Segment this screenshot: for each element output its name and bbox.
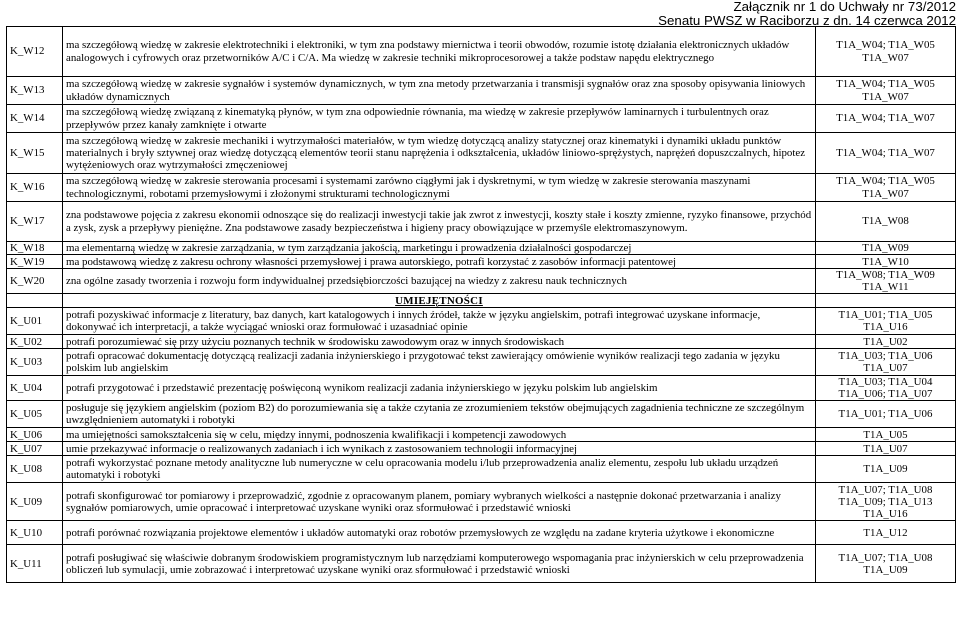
outcome-reference [816,242,956,255]
outcome-code: K_U02 [7,335,63,349]
reference-line: T1A_U02 [863,335,908,348]
outcome-reference [816,456,956,483]
outcome-description: potrafi porównać rozwiązania projektowe elementów i układów automatyki oraz robotów przemysłowych ze względu na zadane kryteria użytkowe i ekonomiczne [63,521,816,545]
outcome-code: K_U11 [7,545,63,583]
outcome-description: potrafi opracować dokumentację dotyczącą realizacji zadania inżynierskiego i przygotować tekst zawierający omówienie wyników realizacji tego zadania w języku polskim lub angielskim [63,349,816,376]
outcome-description: ma szczegółową wiedzę w zakresie elektrotechniki i elektroniki, w tym zna podstawy miernictwa i teorii obwodów, rozumie istotę działania elektronicznych układów analogowych i cyfrowych oraz przetworników A/C i C/A. Ma wiedzę w zakresie techniki mikroprocesorowej a także podstaw napędu elektrycznego [63,27,816,77]
table-row [7,483,956,521]
reference-line: T1A_U03; T1A_U04 [838,376,933,389]
outcome-reference [816,483,956,521]
outcome-code: K_U08 [7,456,63,483]
outcome-code: K_W15 [7,133,63,174]
outcome-code: K_U07 [7,442,63,456]
table-row [7,349,956,376]
outcome-description: zna podstawowe pojęcia z zakresu ekonomii odnoszące się do realizacji inwestycji takie jak zwrot z inwestycji, koszty stałe i koszty zmienne, ryzyko finansowe, przychód a zysk, zysk a przepływy pieniężne. Zna podstawowe zasady bezpieczeństwa i higieny pracy obowiązujące w przemyśle elektromaszynowym. [63,202,816,242]
outcome-code: K_W20 [7,269,63,294]
outcome-description: potrafi posługiwać się właściwie dobranym środowiskiem programistycznym lub narzędziami komputerowego wspomagania prac inżynierskich w celu przeprowadzenia obliczeń lub symulacji, umie zobrazować i interpretować uzyskane wyniki oraz sformułować i przedstawić wnioski [63,545,816,583]
table-row [7,521,956,545]
reference-line: T1A_U07; T1A_U08 [838,483,933,496]
outcome-reference [816,545,956,583]
outcome-reference [816,521,956,545]
outcome-reference [816,133,956,174]
outcome-reference [816,335,956,349]
outcome-description: umie przekazywać informacje o realizowanych zadaniach i ich wynikach z zastosowaniem technologii informacyjnej [63,442,816,456]
outcome-reference [816,442,956,456]
reference-line: T1A_U01; T1A_U05 [838,309,933,322]
outcome-description: potrafi skonfigurować tor pomiarowy i przeprowadzić, zgodnie z opracowanym planem, pomiary wybranych wielkości a następnie dokonać przetwarzania i analizy sygnałów pomiarowych, umie opracować i interpretować uzyskane wyniki oraz sformułować i przedstawić wnioski [63,483,816,521]
reference-line: T1A_W04; T1A_W07 [836,146,935,159]
reference-line: T1A_U12 [863,526,908,539]
table-row [7,77,956,105]
outcome-reference [816,202,956,242]
outcome-description: ma szczegółową wiedzę związaną z kinematyką płynów, w tym zna odpowiednie równania, ma wiedzę w zakresie przepływów laminarnych i turbulentnych oraz przepływów przez kanały zamknięte i otwarte [63,105,816,133]
outcome-description: ma umiejętności samokształcenia się w celu, między innymi, podnoszenia kwalifikacji i kompetencji zawodowych [63,428,816,442]
reference-line: T1A_W08 [862,215,909,228]
outcome-code: K_U03 [7,349,63,376]
outcome-description: posługuje się językiem angielskim (poziom B2) do porozumiewania się a także czytania ze zrozumieniem tekstów obejmujących zagadnienia techniczne ze szczególnym uwzględnieniem automatyki i robotyki [63,401,816,428]
outcome-description: potrafi przygotować i przedstawić prezentację poświęconą wynikom realizacji zadania inżynierskiego w języku polskim lub angielskim [63,376,816,401]
reference-line: T1A_U09 [863,463,908,476]
table-row [7,269,956,294]
reference-line: T1A_W04; T1A_W05 [836,78,935,91]
table-row [7,545,956,583]
table-row [7,401,956,428]
learning-outcomes-table [6,26,956,583]
outcome-description: zna ogólne zasady tworzenia i rozwoju form indywidualnej przedsiębiorczości bazującej na wiedzy z zakresu nauk technicznych [63,269,816,294]
outcome-reference [816,77,956,105]
outcome-code: K_U09 [7,483,63,521]
outcome-description: ma szczegółową wiedzę w zakresie sterowania procesami i systemami zarówno ciągłymi jak i dyskretnymi, w tym wiedzę w zakresie sterowania maszynami technologicznymi, robotami przemysłowymi i złożonymi strukturami technologicznymi [63,174,816,202]
outcome-code: K_W14 [7,105,63,133]
reference-line: T1A_U01; T1A_U06 [838,408,933,421]
table-row [7,308,956,335]
outcome-description: ma szczegółową wiedzę w zakresie sygnałów i systemów dynamicznych, w tym zna metody przetwarzania i transmisji sygnałów oraz zna sposoby opisywania liniowych układów dynamicznych [63,77,816,105]
reference-line: T1A_W10 [862,255,909,268]
reference-line: T1A_W07 [862,51,909,64]
outcome-reference [816,428,956,442]
reference-line: T1A_W04; T1A_W05 [836,175,935,188]
outcome-code: K_W12 [7,27,63,77]
resolution-date: Senatu PWSZ w Raciborzu z dn. 14 czerwca 2012 [658,13,956,29]
outcome-reference [816,349,956,376]
reference-line: T1A_W07 [862,187,909,200]
outcome-code: K_W13 [7,77,63,105]
empty-cell [7,294,63,308]
table-row [7,442,956,456]
outcome-code: K_W16 [7,174,63,202]
outcome-code: K_W19 [7,255,63,269]
table-row [7,27,956,77]
reference-line: T1A_W09 [862,242,909,254]
outcome-code: K_U05 [7,401,63,428]
outcome-reference [816,308,956,335]
reference-line: T1A_U07; T1A_U08 [838,551,933,564]
table-row [7,174,956,202]
reference-line: T1A_W04; T1A_W07 [836,112,935,125]
outcome-reference [816,27,956,77]
reference-line: T1A_U09 [863,563,908,576]
outcome-reference [816,174,956,202]
table-row [7,242,956,255]
reference-line: T1A_U09; T1A_U13 [838,495,933,508]
reference-line: T1A_U03; T1A_U06 [838,350,933,363]
outcome-code: K_U04 [7,376,63,401]
reference-line: T1A_W08; T1A_W09 [836,269,935,282]
document-header [658,0,956,28]
outcome-description: potrafi wykorzystać poznane metody analityczne lub numeryczne w celu opracowania modelu i/lub przeprowadzenia analiz elementu, zespołu lub układu urządzeń automatyki i robotyki [63,456,816,483]
table-row [7,255,956,269]
reference-line: T1A_W07 [862,90,909,103]
outcome-reference [816,401,956,428]
reference-line: T1A_U16 [863,508,908,521]
outcome-code: K_U06 [7,428,63,442]
outcome-code: K_U10 [7,521,63,545]
annex-title: Załącznik nr 1 do Uchwały nr 73/2012 [733,0,956,14]
reference-line: T1A_U07 [863,362,908,375]
table-row [7,428,956,442]
outcome-description: ma podstawową wiedzę z zakresu ochrony własności przemysłowej i prawa autorskiego, potrafi korzystać z zasobów informacji patentowej [63,255,816,269]
outcome-reference [816,269,956,294]
outcome-reference [816,376,956,401]
section-row [7,294,956,308]
outcome-reference [816,105,956,133]
outcome-description: ma szczegółową wiedzę w zakresie mechaniki i wytrzymałości materiałów, w tym wiedzę dotyczącą analizy statycznej oraz kinematyki i dynamiki układu punktów materialnych i bryły sztywnej oraz wiedzę dotyczącą elementów teorii stanu naprężenia i odkształcenia, układów liniowo-sprężystych, naprężeń dopuszczalnych, hipotez wytężeniowych oraz wytrzymałości zmęczeniowej [63,133,816,174]
table-row [7,376,956,401]
outcome-code: K_W18 [7,242,63,255]
reference-line: T1A_U06; T1A_U07 [838,388,933,401]
outcome-description: ma elementarną wiedzę w zakresie zarządzania, w tym zarządzania jakością, marketingu i prowadzenia działalności gospodarczej [63,242,816,255]
table-row [7,456,956,483]
section-title: UMIEJĘTNOŚCI [63,294,816,308]
empty-cell [816,294,956,308]
table-row [7,105,956,133]
reference-line: T1A_W11 [862,281,909,294]
reference-line: T1A_U16 [863,321,908,334]
outcome-description: potrafi pozyskiwać informacje z literatury, baz danych, kart katalogowych i innych źródeł, także w języku angielskim, potrafi integrować uzyskane informacje, dokonywać ich interpretacji, a także wyciągać wnioski oraz formułować i uzasadniać opinie [63,308,816,335]
table-row [7,335,956,349]
reference-line: T1A_U07 [863,442,908,455]
outcome-reference [816,255,956,269]
reference-line: T1A_U05 [863,428,908,441]
table-row [7,202,956,242]
reference-line: T1A_W04; T1A_W05 [836,39,935,52]
outcome-description: potrafi porozumiewać się przy użyciu poznanych technik w środowisku zawodowym oraz w innych środowiskach [63,335,816,349]
outcome-code: K_W17 [7,202,63,242]
table-row [7,133,956,174]
outcome-code: K_U01 [7,308,63,335]
